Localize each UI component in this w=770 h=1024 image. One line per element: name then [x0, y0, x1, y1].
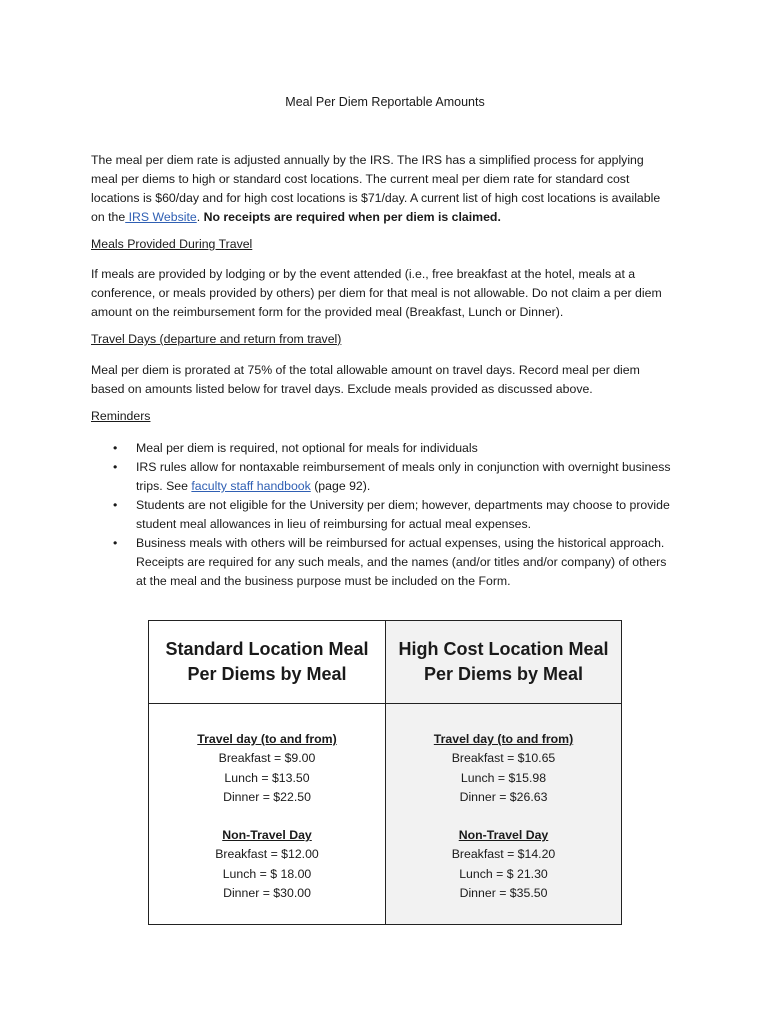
bullet-icon: • [113, 498, 118, 512]
document-title: Meal Per Diem Reportable Amounts [285, 95, 485, 109]
high-nontravel-dinner: Dinner = $35.50 [459, 886, 548, 901]
standard-nontravel-lunch: Lunch = $ 18.00 [222, 866, 312, 881]
table-row [149, 704, 622, 925]
travel-days-heading: Travel Days (departure and return from travel) [91, 332, 342, 346]
standard-travel-breakfast: Breakfast = $9.00 [218, 751, 316, 766]
list-item [91, 458, 671, 496]
bullet-icon: • [113, 441, 118, 455]
irs-website-link[interactable]: IRS Website [125, 210, 197, 224]
standard-location-header: Standard Location Meal Per Diems by Meal [149, 621, 386, 704]
list-item-text: IRS rules allow for nontaxable reimbursement of meals only in conjunction with overnight business trips. See [136, 460, 671, 493]
standard-rates-cell [149, 704, 386, 925]
standard-travel-lunch: Lunch = $13.50 [224, 770, 310, 785]
travel-days-body: Meal per diem is prorated at 75% of the total allowable amount on travel days. Record meal per diem based on amounts listed below for travel days. Exclude meals provided as discussed above. [91, 363, 640, 396]
list-item-text-end: (page 92). [310, 479, 371, 493]
bullet-icon: • [113, 460, 118, 474]
list-item [91, 496, 671, 534]
high-cost-location-header: High Cost Location Meal Per Diems by Meal [386, 621, 622, 704]
high-nontravel-lunch: Lunch = $ 21.30 [459, 866, 548, 881]
high-travel-dinner: Dinner = $26.63 [459, 789, 548, 804]
meals-provided-heading: Meals Provided During Travel [91, 237, 253, 251]
list-item-text: Business meals with others will be reimbursed for actual expenses, using the historical approach. Receipts are required for any such meals, and the names (and/or titles and/or company) of others at the meal and the business purpose must be included on the Form. [136, 536, 667, 588]
high-travel-breakfast: Breakfast = $10.65 [451, 751, 556, 766]
standard-nontravel-dinner: Dinner = $30.00 [223, 886, 311, 901]
standard-non-travel-day-label: Non-Travel Day [222, 828, 312, 843]
standard-nontravel-breakfast: Breakfast = $12.00 [215, 847, 319, 862]
list-item-text: Students are not eligible for the University per diem; however, departments may choose to provide student meal allowances in lieu of reimbursing for actual meal expenses. [136, 498, 670, 531]
intro-text: The meal per diem rate is adjusted annually by the IRS. The IRS has a simplified process for applying meal per diems to high or standard cost locations. The current meal per diem rate for standard cost locations is $60/day and for high cost locations is $71/day. A current list of high cost locations is available on the [91, 153, 661, 224]
high-non-travel-day-label: Non-Travel Day [458, 828, 549, 843]
per-diem-table [148, 620, 622, 925]
high-travel-lunch: Lunch = $15.98 [460, 770, 547, 785]
table-header-row [149, 621, 622, 704]
intro-paragraph [91, 151, 671, 227]
list-item [91, 534, 671, 591]
high-nontravel-breakfast: Breakfast = $14.20 [451, 847, 556, 862]
high-cost-rates-cell [386, 704, 622, 925]
standard-travel-day-label: Travel day (to and from) [197, 732, 337, 746]
reminders-list [91, 439, 671, 591]
meals-provided-body: If meals are provided by lodging or by the event attended (i.e., free breakfast at the hotel, meals at a conference, or meals provided by others) per diem for that meal is not allowable. Do not claim a per diem amount on the reimbursement form for the provided meal (Breakfast, Lunch or Dinner). [91, 267, 662, 319]
no-receipts-note: No receipts are required when per diem is claimed. [203, 210, 501, 224]
bullet-icon: • [113, 536, 118, 550]
standard-travel-dinner: Dinner = $22.50 [223, 789, 311, 804]
faculty-staff-handbook-link[interactable]: faculty staff handbook [191, 479, 311, 493]
list-item-text: Meal per diem is required, not optional for meals for individuals [136, 441, 478, 455]
list-item [91, 439, 671, 458]
intro-text-end: . [196, 210, 204, 224]
reminders-heading: Reminders [91, 409, 151, 423]
high-travel-day-label: Travel day (to and from) [433, 732, 574, 746]
